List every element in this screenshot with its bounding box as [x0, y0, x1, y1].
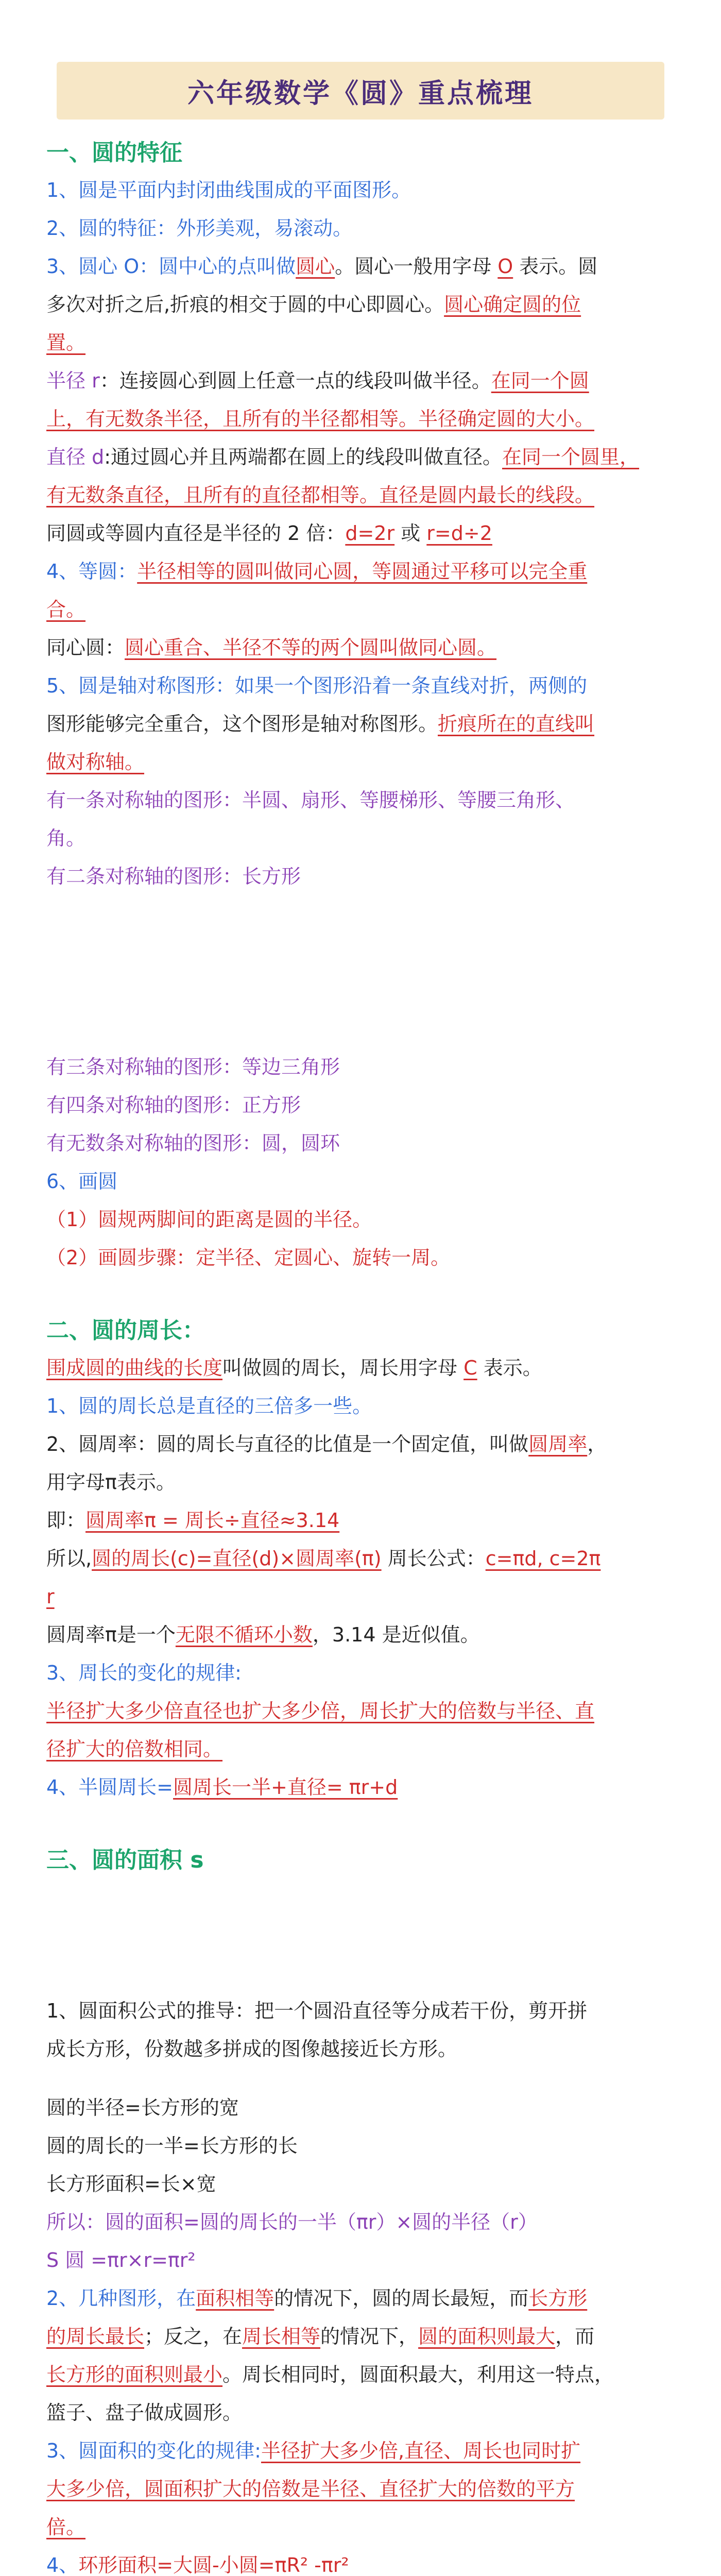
text-line: 置。	[46, 331, 86, 354]
text-line: 圆的周长的一半=长方形的长	[46, 2134, 298, 2157]
spacer	[46, 1806, 675, 1842]
text-line: 倍。	[46, 2516, 86, 2538]
text-line: 半径 r：连接圆心到圆上任意一点的线段叫做半径。在同一个圆	[46, 369, 589, 392]
text-line: 同圆或等圆内直径是半径的 2 倍：d=2r 或 r=d÷2	[46, 522, 492, 545]
text-line: 有二条对称轴的图形：长方形	[46, 865, 301, 888]
text-line: 2、几种图形，在面积相等的情况下，圆的周长最短，而长方形	[46, 2287, 588, 2310]
text-line: 1、圆是平面内封闭曲线围成的平面图形。	[46, 179, 411, 201]
text-line: 4、等圆：半径相等的圆叫做同心圆，等圆通过平移可以完全重	[46, 560, 588, 583]
spacer	[46, 1878, 675, 1992]
text-line: 直径 d:通过圆心并且两端都在圆上的线段叫做直径。在同一个圆里，	[46, 446, 640, 468]
text-line: 半径扩大多少倍直径也扩大多少倍，周长扩大的倍数与半径、直	[46, 1700, 595, 1722]
spacer	[46, 1277, 675, 1313]
text-line: 的周长最长；反之，在周长相等的情况下，圆的面积则最大，而	[46, 2325, 595, 2348]
text-line: 所以,圆的周长(c)=直径(d)×圆周率(π) 周长公式：c=πd, c=2π	[46, 1547, 601, 1570]
text-line: 有一条对称轴的图形：半圆、扇形、等腰梯形、等腰三角形、	[46, 789, 575, 811]
text-line: 用字母π表示。	[46, 1471, 176, 1494]
text-line: 2、圆周率：圆的周长与直径的比值是一个固定值，叫做圆周率，	[46, 1433, 607, 1455]
text-line: （1）圆规两脚间的距离是圆的半径。	[46, 1208, 372, 1231]
text-line: 大多少倍，圆面积扩大的倍数是半径、直径扩大的倍数的平方	[46, 2478, 575, 2500]
text-line: 上，有无数条半径，且所有的半径都相等。半径确定圆的大小。	[46, 408, 595, 430]
text-line: 做对称轴。	[46, 751, 145, 773]
section-heading-features: 一、圆的特征	[46, 140, 182, 166]
text-line: 圆的半径=长方形的宽	[46, 2096, 239, 2119]
text-line: 径扩大的倍数相同。	[46, 1738, 223, 1760]
text-line: 合。	[46, 598, 86, 621]
page-title: 六年级数学《圆》重点梳理	[187, 77, 534, 109]
text-line: 所以：圆的面积=圆的周长的一半（πr）×圆的半径（r）	[46, 2211, 538, 2233]
text-line: 围成圆的曲线的长度叫做圆的周长，周长用字母 C 表示。	[46, 1357, 542, 1379]
spacer	[46, 2068, 675, 2089]
text-line: （2）画圆步骤：定半径、定圆心、旋转一周。	[46, 1246, 451, 1269]
text-line: 角。	[46, 827, 86, 850]
text-line: 有无数条对称轴的图形：圆，圆环	[46, 1132, 340, 1155]
text-line: 有无数条直径，且所有的直径都相等。直径是圆内最长的线段。	[46, 484, 595, 506]
text-line: 4、半圆周长=圆周长一半+直径= πr+d	[46, 1776, 398, 1799]
text-line: 有三条对称轴的图形：等边三角形	[46, 1056, 340, 1078]
spacer	[46, 895, 675, 1048]
text-line: 多次对折之后,折痕的相交于圆的中心即圆心。圆心确定圆的位	[46, 293, 581, 316]
text-line: 5、圆是轴对称图形：如果一个图形沿着一条直线对折，两侧的	[46, 674, 588, 697]
text-line: 3、圆心 O：圆中心的点叫做圆心。圆心一般用字母 O 表示。圆	[46, 255, 598, 278]
text-line: 篮子、盘子做成圆形。	[46, 2401, 243, 2424]
text-line: 3、圆面积的变化的规律:半径扩大多少倍,直径、周长也同时扩	[46, 2439, 581, 2462]
text-line: 即：圆周率π = 周长÷直径≈3.14	[46, 1509, 340, 1532]
text-line: 圆周率π是一个无限不循环小数，3.14 是近似值。	[46, 1623, 480, 1646]
text-line: 长方形的面积则最小。周长相同时，圆面积最大，利用这一特点，	[46, 2363, 614, 2386]
text-line: 4、环形面积=大圆-小圆=πR² -πr²	[46, 2554, 349, 2576]
section-heading-area: 三、圆的面积 s	[46, 1847, 204, 1873]
text-line: 成长方形，份数越多拼成的图像越接近长方形。	[46, 2038, 458, 2060]
text-line: 3、周长的变化的规律:	[46, 1662, 242, 1684]
text-line: 6、画圆	[46, 1170, 118, 1193]
text-line: 图形能够完全重合，这个图形是轴对称图形。折痕所在的直线叫	[46, 713, 595, 735]
text-line: r	[46, 1585, 55, 1608]
text-line: 有四条对称轴的图形：正方形	[46, 1094, 301, 1116]
text-line: 同心圆：圆心重合、半径不等的两个圆叫做同心圆。	[46, 636, 497, 659]
text-line: 长方形面积=长×宽	[46, 2173, 216, 2195]
text-line: S 圆 =πr×r=πr²	[46, 2249, 196, 2272]
text-line: 1、圆面积公式的推导：把一个圆沿直径等分成若干份，剪开拼	[46, 1999, 588, 2022]
section-heading-perimeter: 二、圆的周长：	[46, 1317, 205, 1344]
title-banner	[57, 62, 664, 120]
text-line: 2、圆的特征：外形美观，易滚动。	[46, 217, 353, 240]
text-line: 1、圆的周长总是直径的三倍多一些。	[46, 1395, 372, 1417]
